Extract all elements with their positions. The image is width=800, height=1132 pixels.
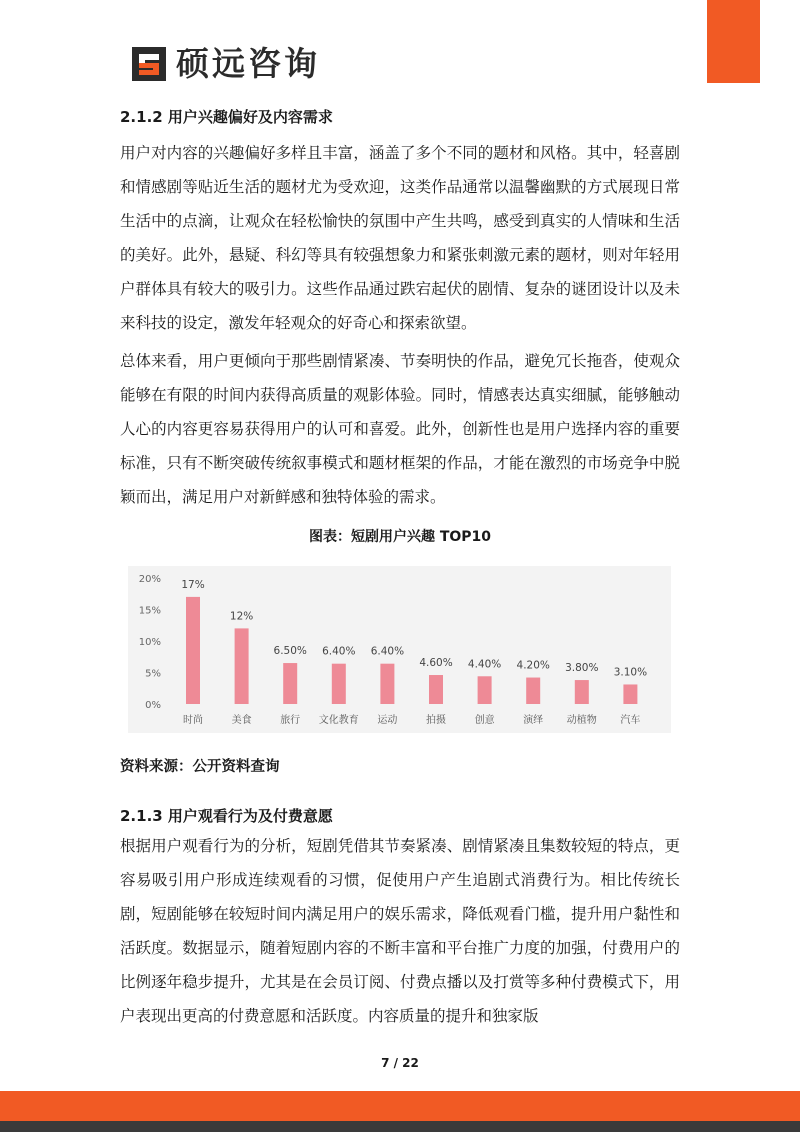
footer-dark-band (0, 1121, 800, 1132)
figure-source: 资料来源：公开资料查询 (120, 759, 280, 775)
x-tick-label: 演绎 (523, 715, 544, 726)
bar (332, 664, 346, 704)
section1-paragraph-2 (120, 344, 680, 514)
bar (235, 628, 249, 704)
x-tick-label: 运动 (377, 715, 398, 726)
section-heading: 2.1.2 用户兴趣偏好及内容需求 (120, 108, 333, 126)
x-tick-label: 时尚 (183, 715, 203, 726)
data-label: 4.40% (467, 658, 502, 671)
data-label: 6.40% (322, 645, 356, 658)
y-tick-label: 20% (138, 574, 161, 585)
data-label: 12% (229, 610, 254, 623)
bar (380, 664, 394, 704)
page-number: 7 / 22 (381, 1056, 419, 1070)
footer-accent-band (0, 1091, 800, 1121)
section-heading-2-1-3 (120, 806, 680, 826)
chart-caption: 图表：短剧用户兴趣 TOP10 (308, 529, 492, 545)
body-paragraph: 总体来看，用户更倾向于那些剧情紧凑、节奏明快的作品，避免冗长拖沓，使观众能够在有限的时间内获得高质量的观影体验。同时，情感表达真实细腻，能够触动人心的内容更容易获得用户的认可和喜爱。此外，创新性也是用户选择内容的重要标准，只有不断突破传统叙事模式和题材框架的作品，才能在激烈的市场竞争中脱颖而出，满足用户对新鲜感和独特体验的需求。 (120, 352, 680, 506)
y-tick-label: 10% (138, 637, 161, 648)
data-label: 4.60% (419, 657, 453, 670)
y-tick-label: 0% (145, 700, 161, 711)
data-label: 4.20% (516, 659, 550, 672)
section2-paragraph-1 (120, 829, 680, 1033)
bar (186, 597, 200, 704)
x-tick-label: 文化教育 (318, 715, 359, 726)
x-tick-label: 创意 (474, 715, 495, 726)
x-tick-label: 动植物 (566, 715, 597, 726)
bar (283, 663, 297, 704)
data-label: 6.50% (273, 645, 307, 658)
x-tick-label: 旅行 (280, 715, 301, 726)
section-heading-2-1-2 (120, 107, 680, 127)
brand-logo-icon (130, 45, 168, 83)
x-tick-label: 拍摄 (426, 715, 446, 726)
bar (429, 675, 443, 704)
bar (575, 680, 589, 704)
data-label: 3.10% (613, 666, 648, 679)
brand-name: 硕远咨询 (176, 44, 320, 83)
bar (526, 678, 540, 704)
brand-logo (130, 44, 320, 84)
corner-accent-block (707, 0, 760, 83)
bar (478, 676, 492, 704)
bar-chart (128, 566, 671, 733)
x-tick-label: 汽车 (620, 715, 641, 726)
section1-paragraph-1 (120, 136, 680, 340)
body-paragraph: 根据用户观看行为的分析，短剧凭借其节奏紧凑、剧情紧凑且集数较短的特点，更容易吸引用户形成连续观看的习惯，促使用户产生追剧式消费行为。相比传统长剧，短剧能够在较短时间内满足用户的娱乐需求，降低观看门槛，提升用户黏性和活跃度。数据显示，随着短剧内容的不断丰富和平台推广力度的加强，付费用户的比例逐年稳步提升，尤其是在会员订阅、付费点播以及打赏等多种付费模式下，用户表现出更高的付费意愿和活跃度。内容质量的提升和独家版 (120, 837, 680, 1025)
y-tick-label: 15% (138, 605, 161, 617)
x-tick-label: 美食 (231, 715, 252, 726)
data-label: 17% (181, 578, 205, 591)
y-tick-label: 5% (145, 668, 161, 680)
bar-chart-svg (128, 566, 671, 733)
bar (623, 684, 637, 704)
data-label: 3.80% (565, 662, 599, 675)
section-heading: 2.1.3 用户观看行为及付费意愿 (120, 807, 333, 825)
data-label: 6.40% (370, 645, 405, 658)
body-paragraph: 用户对内容的兴趣偏好多样且丰富，涵盖了多个不同的题材和风格。其中，轻喜剧和情感剧等贴近生活的题材尤为受欢迎，这类作品通常以温馨幽默的方式展现日常生活中的点滴，让观众在轻松愉快的氛围中产生共鸣，感受到真实的人情味和生活的美好。此外，悬疑、科幻等具有较强想象力和紧张刺激元素的题材，则对年轻用户群体具有较大的吸引力。这些作品通过跌宕起伏的剧情、复杂的谜团设计以及未来科技的设定，激发年轻观众的好奇心和探索欲望。 (120, 144, 680, 332)
